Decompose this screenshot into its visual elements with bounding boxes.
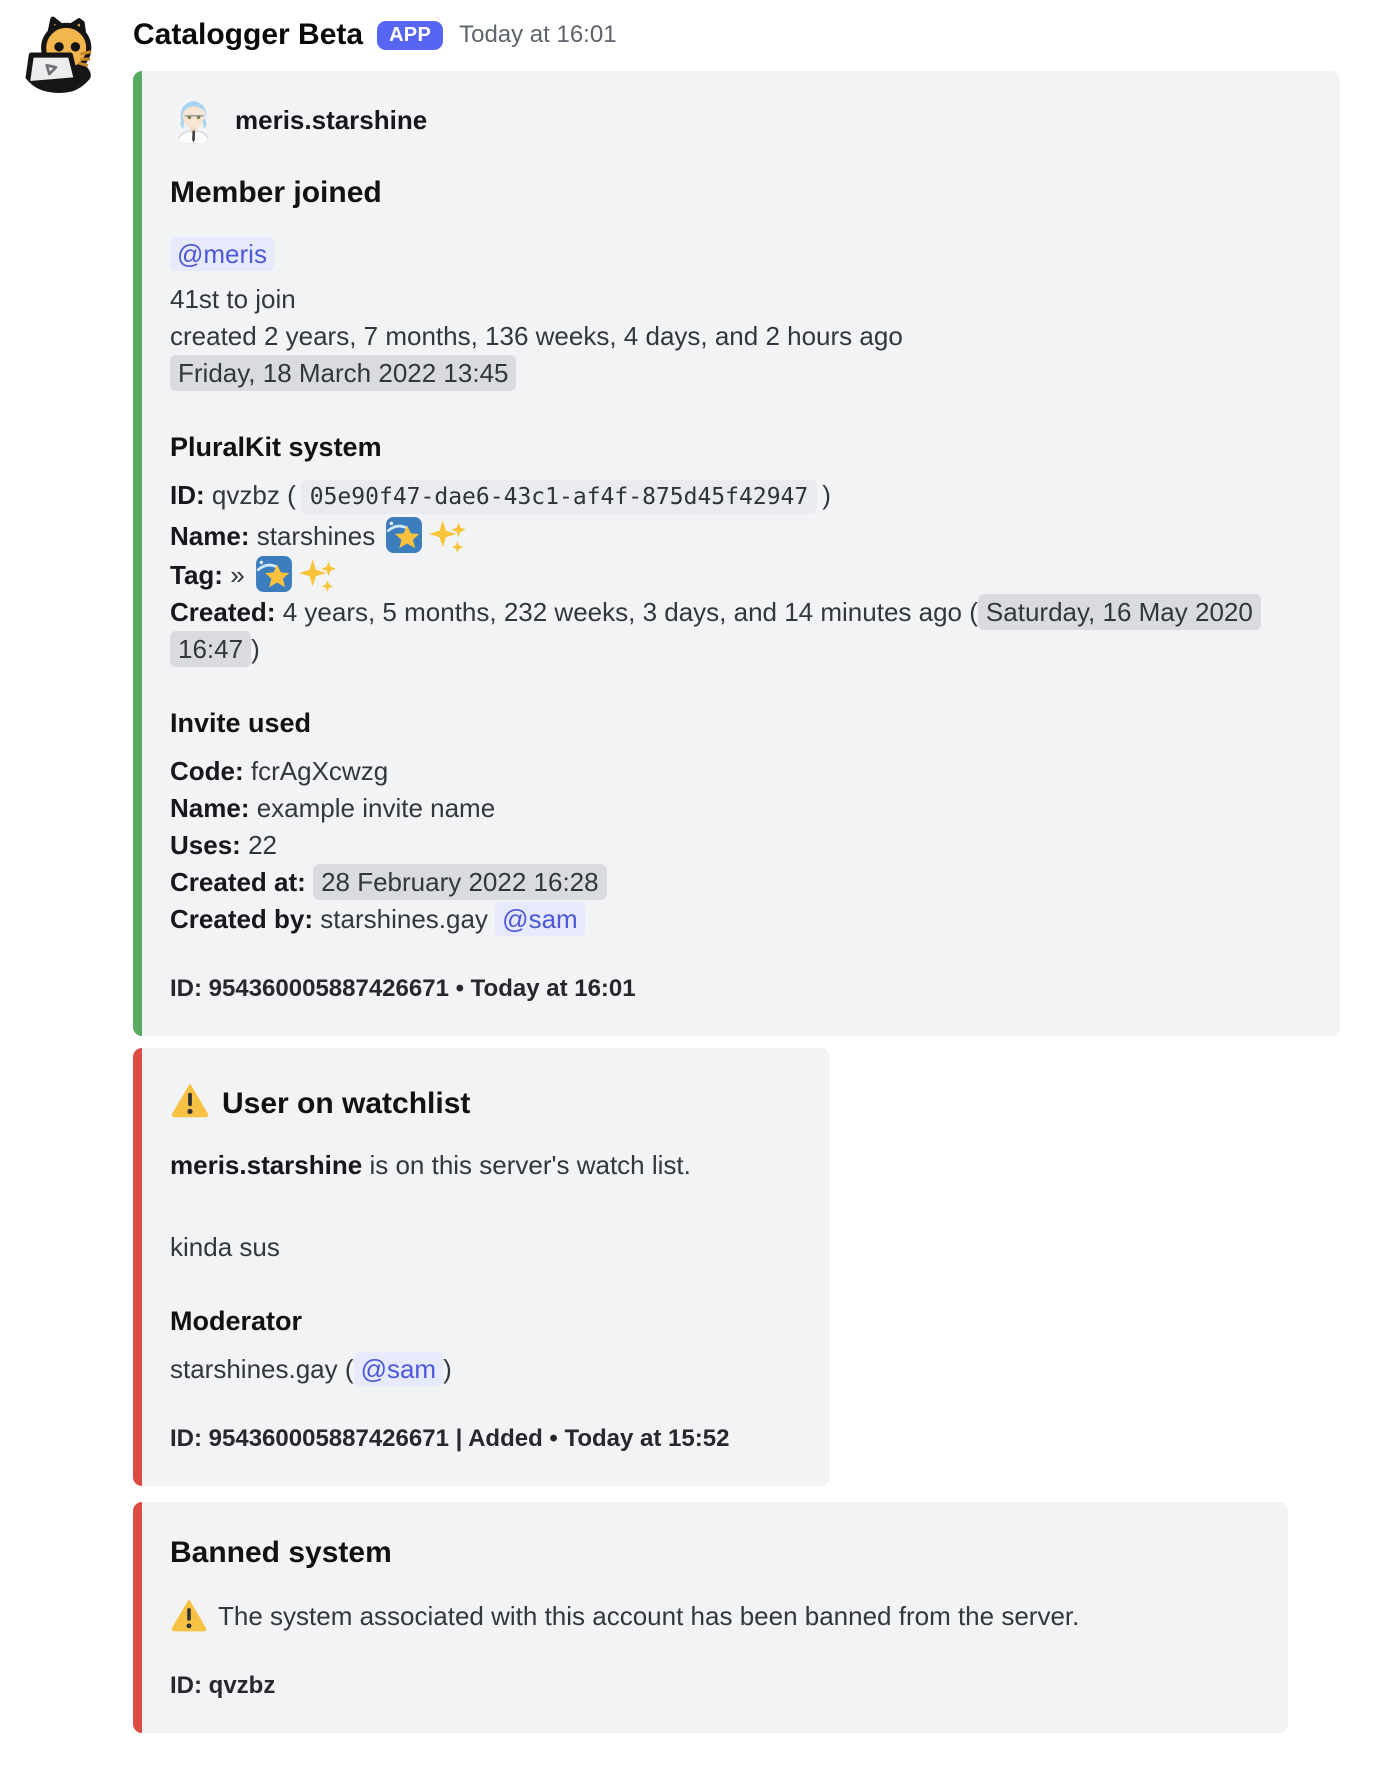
system-tag: »	[230, 560, 245, 590]
embed-description	[170, 236, 1310, 392]
user-mention[interactable]: @meris	[170, 237, 274, 271]
invite-code: fcrAgXcwzg	[250, 756, 389, 786]
code-label: Code:	[170, 756, 244, 786]
user-mention[interactable]: @sam	[495, 902, 585, 936]
paren: (	[969, 597, 978, 627]
created-at-label: Created at:	[170, 867, 306, 897]
field-title: Moderator	[170, 1306, 303, 1336]
embed-footer: ID: 954360005887426671 | Added • Today at 15:52	[170, 1425, 730, 1452]
paren: (	[287, 480, 296, 510]
user-mention[interactable]: @sam	[354, 1352, 444, 1386]
banned-desc-text: The system associated with this account has been banned from the server.	[218, 1601, 1080, 1631]
anime-avatar-icon	[170, 97, 217, 144]
moderator-name: starshines.gay	[170, 1354, 338, 1384]
invite-creator: starshines.gay	[320, 904, 488, 934]
invite-name: example invite name	[256, 793, 496, 823]
field-title: Invite used	[170, 708, 312, 738]
created-by-label: Created by:	[170, 904, 314, 934]
invite-name-label: Name:	[170, 793, 250, 823]
watchlist-embed	[133, 1048, 830, 1486]
app-badge: APP	[377, 21, 443, 50]
message-timestamp: Today at 16:01	[459, 21, 617, 48]
sparkles-emoji-icon	[299, 555, 337, 593]
message-header	[133, 12, 1375, 58]
watched-username: meris.starshine	[170, 1150, 363, 1180]
embed-author-name: meris.starshine	[235, 105, 428, 135]
system-uuid-code: 05e90f47-dae6-43c1-af4f-875d45f42947	[301, 480, 818, 514]
embed-title: Banned system	[170, 1536, 392, 1569]
moderator-field	[170, 1304, 800, 1388]
system-created-timestamp: Saturday, 16 May 2020 16:47	[170, 594, 1261, 667]
created-label: Created:	[170, 597, 276, 627]
joined-timestamp: Friday, 18 March 2022 13:45	[170, 355, 516, 391]
sparkles-emoji-icon	[429, 516, 467, 554]
embed-footer: ID: qvzbz	[170, 1672, 276, 1699]
bot-avatar[interactable]	[17, 12, 99, 94]
paren: )	[251, 634, 260, 664]
pluralkit-field	[170, 430, 1310, 668]
embed-title	[170, 1080, 800, 1123]
invite-field	[170, 706, 1310, 938]
embed-title: Member joined	[170, 176, 382, 209]
name-label: Name:	[170, 521, 250, 551]
system-name: starshines	[256, 521, 376, 551]
field-title: PluralKit system	[170, 432, 382, 462]
shooting-star-emoji-icon	[385, 516, 423, 554]
embed-author	[170, 97, 1310, 144]
paren: (	[344, 1354, 354, 1384]
system-id: qvzbz	[211, 480, 280, 510]
join-position: 41st to join	[170, 284, 296, 314]
watchlist-desc-text: is on this server's watch list.	[369, 1150, 691, 1180]
warning-emoji-icon	[170, 1080, 210, 1120]
paren: )	[822, 480, 831, 510]
bot-username[interactable]: Catalogger Beta	[133, 18, 364, 51]
shooting-star-emoji-icon	[255, 555, 293, 593]
member-avatar	[170, 97, 217, 144]
embed-description	[170, 1596, 1258, 1635]
id-label: ID:	[170, 480, 205, 510]
embed-description	[170, 1147, 800, 1266]
paren: )	[443, 1354, 452, 1384]
member-joined-embed	[133, 71, 1340, 1036]
system-age: 4 years, 5 months, 232 weeks, 3 days, and 14 minutes ago	[282, 597, 963, 627]
invite-uses: 22	[248, 830, 277, 860]
cat-laptop-avatar-icon	[17, 12, 99, 94]
warning-emoji-icon	[170, 1596, 208, 1634]
watchlist-reason: kinda sus	[170, 1232, 280, 1262]
tag-label: Tag:	[170, 560, 223, 590]
banned-system-embed	[133, 1502, 1288, 1733]
watchlist-title-text: User on watchlist	[222, 1087, 471, 1120]
account-age: created 2 years, 7 months, 136 weeks, 4 days, and 2 hours ago	[170, 321, 903, 351]
uses-label: Uses:	[170, 830, 241, 860]
embed-footer: ID: 954360005887426671 • Today at 16:01	[170, 975, 636, 1002]
invite-created-timestamp: 28 February 2022 16:28	[313, 864, 607, 900]
